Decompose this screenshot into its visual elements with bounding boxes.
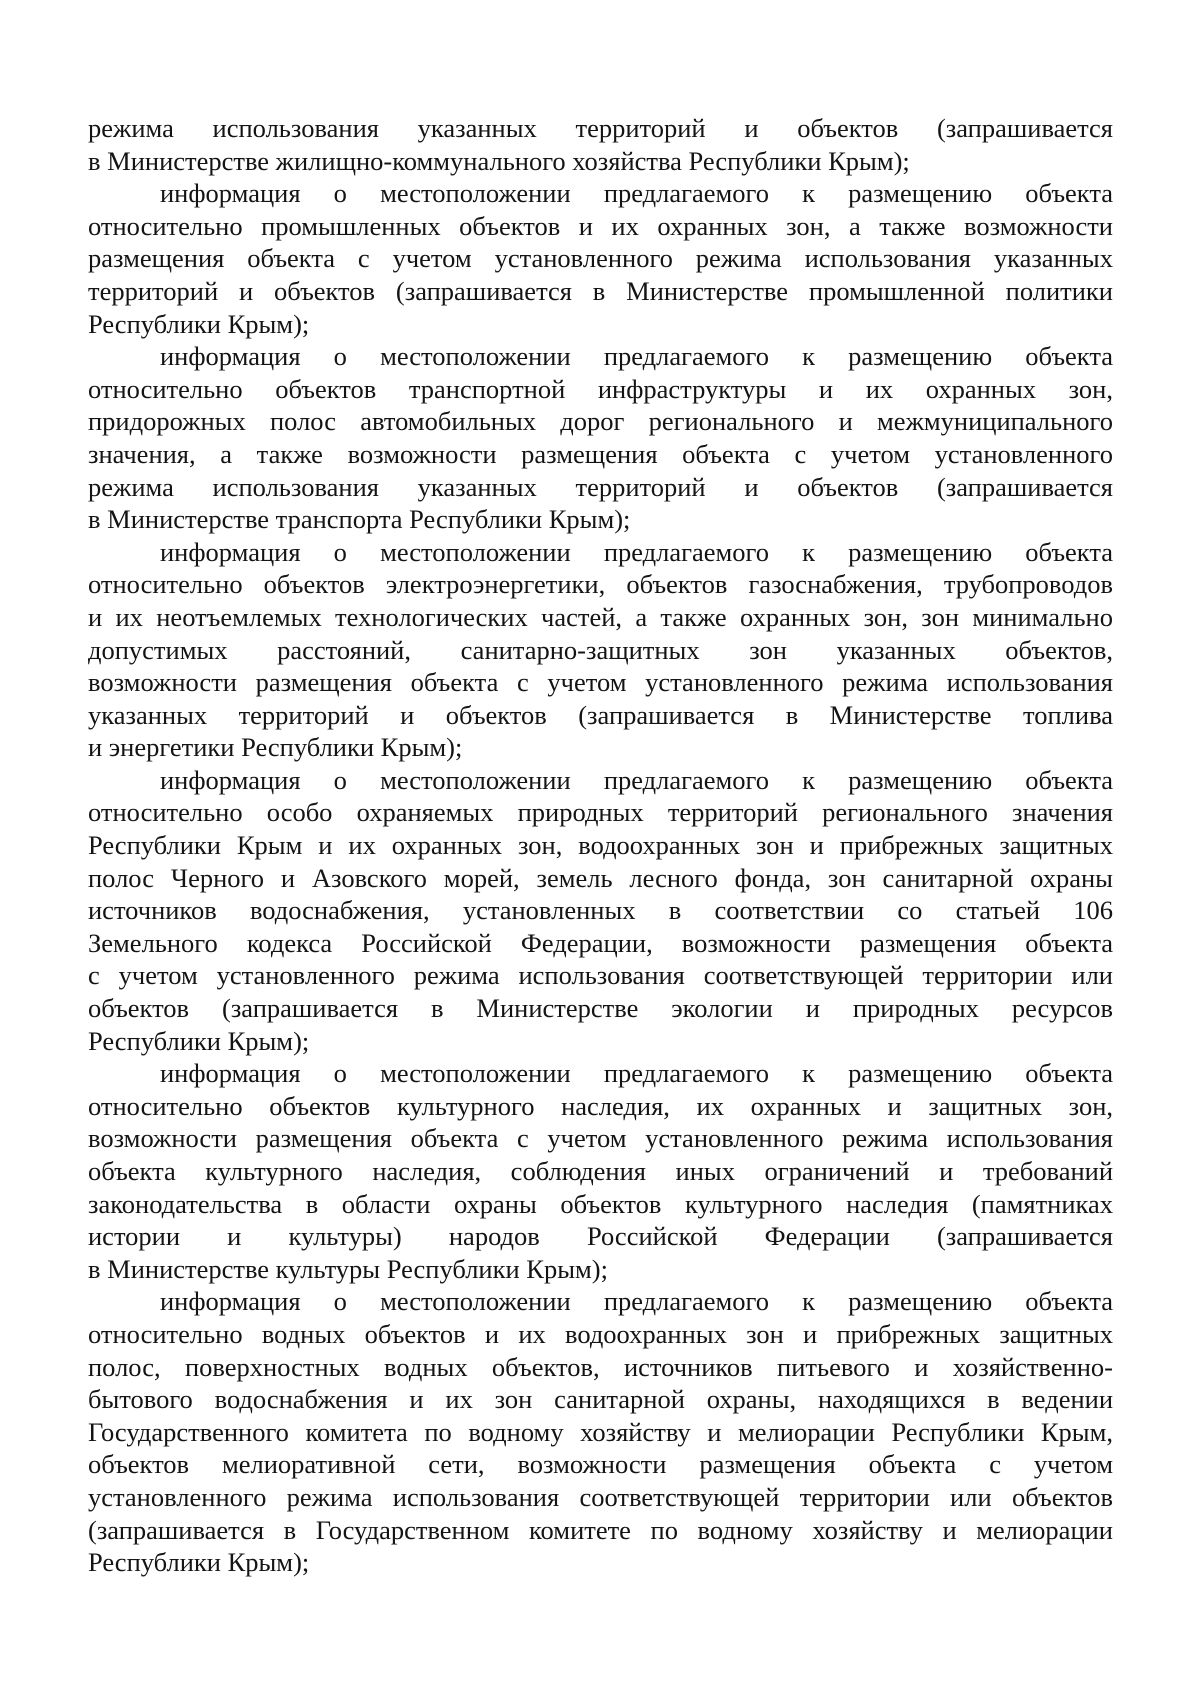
text-line: установленного режима использования соответствующей территории или объектов <box>88 1481 1113 1512</box>
text-line: в Министерстве транспорта Республики Крым); <box>88 504 631 535</box>
text-line: полос Черного и Азовского морей, земель лесного фонда, зон санитарной охраны <box>88 862 1113 893</box>
text-line: режима использования указанных территорий и объектов (запрашивается <box>88 113 1113 143</box>
text-line: придорожных полос автомобильных дорог регионального и межмуниципального <box>88 406 1113 437</box>
text-line: относительно водных объектов и их водоохранных зон и прибрежных защитных <box>88 1318 1113 1349</box>
paragraph-energy-objects <box>88 536 1113 764</box>
text-line: информация о местоположении предлагаемого к размещению объекта <box>160 1286 1113 1317</box>
text-line: Государственного комитета по водному хозяйству и мелиорации Республики Крым, <box>88 1416 1113 1447</box>
text-line: Республики Крым); <box>88 1025 310 1056</box>
paragraph-water-objects <box>88 1285 1113 1578</box>
text-line: информация о местоположении предлагаемого к размещению объекта <box>160 536 1113 567</box>
text-line: информация о местоположении предлагаемого к размещению объекта <box>160 341 1113 372</box>
text-line: размещения объекта с учетом установленного режима использования указанных <box>88 243 1113 274</box>
text-line: в Министерстве жилищно-коммунального хозяйства Республики Крым); <box>88 145 910 176</box>
text-line: Республики Крым и их охранных зон, водоохранных зон и прибрежных защитных <box>88 830 1113 861</box>
text-line: объектов (запрашивается в Министерстве экологии и природных ресурсов <box>88 993 1113 1024</box>
paragraph-cultural-heritage <box>88 1057 1113 1285</box>
text-line: относительно объектов электроэнергетики, объектов газоснабжения, трубопроводов <box>88 569 1113 600</box>
text-line: Земельного кодекса Российской Федерации, возможности размещения объекта <box>88 927 1113 958</box>
text-line: режима использования указанных территорий и объектов (запрашивается <box>88 471 1113 502</box>
text-line: источников водоснабжения, установленных в соответствии со статьей 106 <box>88 895 1113 926</box>
paragraph-transport-infrastructure <box>88 340 1113 536</box>
text-line: (запрашивается в Государственном комитете по водному хозяйству и мелиорации <box>88 1514 1113 1545</box>
text-line: информация о местоположении предлагаемого к размещению объекта <box>160 178 1113 209</box>
text-line: относительно объектов транспортной инфраструктуры и их охранных зон, <box>88 373 1113 404</box>
text-line: с учетом установленного режима использования соответствующей территории или <box>88 960 1113 991</box>
text-line: значения, а также возможности размещения объекта с учетом установленного <box>88 438 1113 469</box>
text-line: информация о местоположении предлагаемого к размещению объекта <box>160 1058 1113 1089</box>
text-line: и энергетики Республики Крым); <box>88 732 463 763</box>
text-line: объектов мелиоративной сети, возможности размещения объекта с учетом <box>88 1449 1113 1480</box>
text-line: возможности размещения объекта с учетом установленного режима использования <box>88 667 1113 698</box>
text-line: истории и культуры) народов Российской Федерации (запрашивается <box>88 1221 1113 1252</box>
text-line: полос, поверхностных водных объектов, источников питьевого и хозяйственно- <box>88 1351 1113 1382</box>
text-line: и их неотъемлемых технологических частей, а также охранных зон, зон минимально <box>88 601 1113 632</box>
text-line: относительно особо охраняемых природных территорий регионального значения <box>88 797 1113 828</box>
text-line: возможности размещения объекта с учетом установленного режима использования <box>88 1123 1113 1154</box>
text-line: Республики Крым); <box>88 308 310 339</box>
text-line: допустимых расстояний, санитарно-защитных зон указанных объектов, <box>88 634 1113 665</box>
text-line: в Министерстве культуры Республики Крым); <box>88 1253 608 1284</box>
paragraph-protected-natural-areas <box>88 764 1113 1057</box>
text-line: территорий и объектов (запрашивается в Министерстве промышленной политики <box>88 275 1113 306</box>
text-line: информация о местоположении предлагаемого к размещению объекта <box>160 764 1113 795</box>
text-line: бытового водоснабжения и их зон санитарной охраны, находящихся в ведении <box>88 1384 1113 1415</box>
paragraph-industrial-objects <box>88 177 1113 340</box>
text-line: объекта культурного наследия, соблюдения иных ограничений и требований <box>88 1156 1113 1186</box>
paragraph-housing-ministry <box>88 112 1113 177</box>
text-line: Республики Крым); <box>88 1547 310 1578</box>
text-line: относительно объектов культурного наследия, их охранных и защитных зон, <box>88 1090 1113 1121</box>
text-line: относительно промышленных объектов и их охранных зон, а также возможности <box>88 210 1113 241</box>
document-page <box>88 112 1113 1579</box>
text-line: законодательства в области охраны объектов культурного наследия (памятниках <box>88 1188 1113 1219</box>
text-line: указанных территорий и объектов (запрашивается в Министерстве топлива <box>88 699 1113 730</box>
